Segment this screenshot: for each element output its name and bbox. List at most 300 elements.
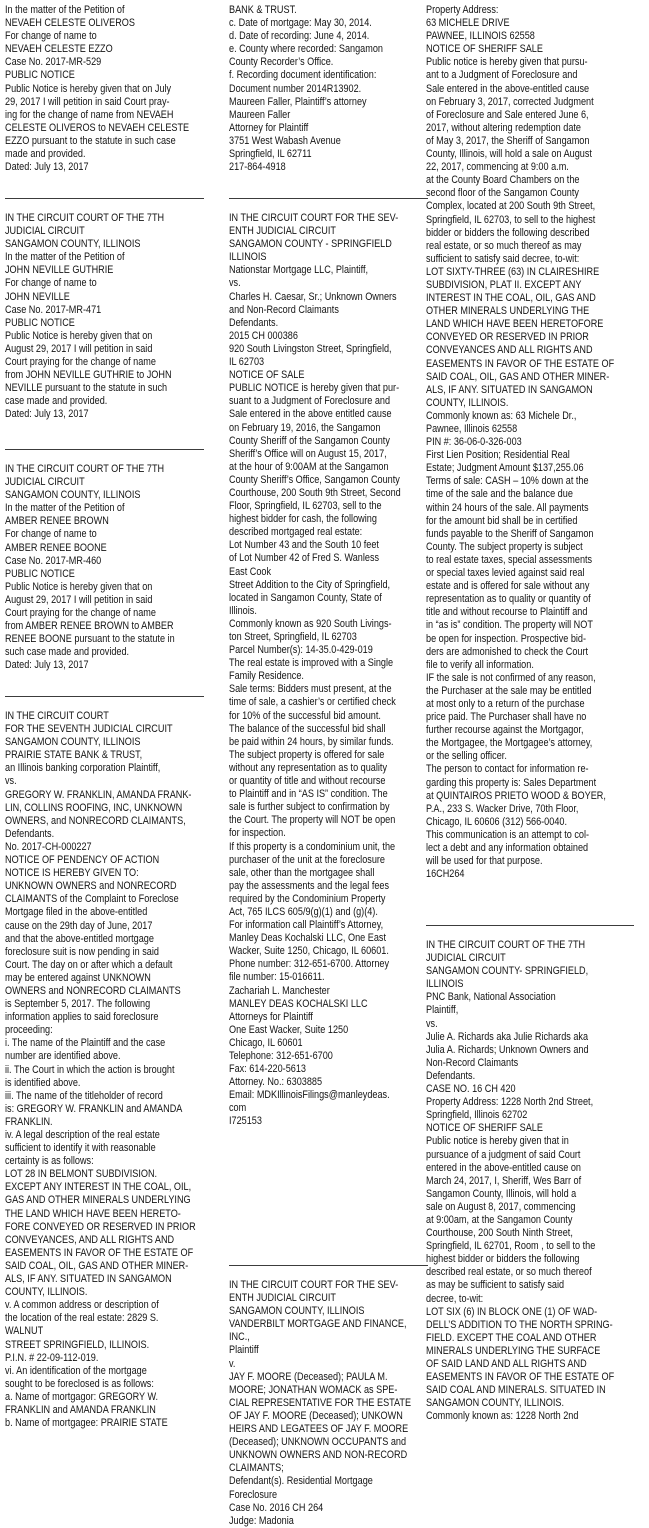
- notice-line: 22, 2017, commencing at 9:00 a.m.: [426, 161, 569, 174]
- notice-line: JAY F. MOORE (Deceased); PAULA M.: [229, 1370, 388, 1383]
- notice-line: CLAIMANTS of the Complaint to Foreclose: [5, 893, 179, 906]
- notice-line: Telephone: 312-651-6700: [229, 1050, 333, 1062]
- notice-name-change-boone: [5, 463, 202, 673]
- notice-line: Attorneys for Plaintiff: [229, 1010, 313, 1023]
- notice-line: The real estate is improved with a Single: [229, 657, 394, 670]
- notice-line: ing for the change of name from NEVAEH: [5, 108, 174, 121]
- notice-line: Property Address: 1228 North 2nd Street,: [426, 1096, 594, 1109]
- notice-line: 3751 West Wabash Avenue: [229, 134, 341, 147]
- notice-line: vs.: [229, 277, 241, 290]
- notice-line: pay the assessments and the legal fees: [229, 879, 390, 892]
- notice-line: at most only to a return of the purchase: [426, 697, 585, 710]
- notice-line: Charles H. Caesar, Sr.; Unknown Owners: [229, 290, 397, 303]
- notice-line: Springfield, Illinois 62702: [426, 1109, 528, 1122]
- notice-line: the Purchaser at the sale may be entitled: [426, 684, 592, 697]
- notice-line: of Lot Number 42 of Fred S. Wanless: [229, 552, 380, 565]
- notice-line: Manley Deas Kochalski LLC, One East: [229, 932, 386, 945]
- notice-line: file to verify all information.: [426, 658, 534, 671]
- notice-line: price paid. The Purchaser shall have no: [426, 711, 587, 724]
- notice-divider: [5, 449, 204, 450]
- notice-line: FRANKLIN.: [5, 1115, 53, 1128]
- notice-line: Mortgage filed in the above-entitled: [5, 906, 148, 919]
- notice-line: on February 3, 2017, corrected Judgment: [426, 95, 594, 108]
- notice-line: Defendants.: [229, 316, 279, 329]
- notice-divider: [229, 198, 428, 199]
- notice-line: NOTICE OF SALE: [229, 369, 305, 382]
- notice-line: be open for inspection. Prospective bid-: [426, 632, 587, 645]
- notice-line: the Mortgagee, the Mortgagee’s attorney,: [426, 737, 593, 750]
- notice-line: Case No. 2017-MR-471: [5, 303, 102, 316]
- notice-line: vs.: [5, 775, 17, 788]
- notice-line: IN THE CIRCUIT COURT OF THE 7TH: [5, 212, 165, 224]
- notice-line: Attorney. No.: 6303885: [229, 1076, 323, 1089]
- notice-line: IN THE CIRCUIT COURT FOR THE SEV-: [229, 1279, 399, 1291]
- notice-line: Sale terms: Bidders must present, at the: [229, 683, 392, 696]
- notice-line: Court. The day on or after which a default: [5, 958, 173, 971]
- notice-line: SANGAMON COUNTY, ILLINOIS: [229, 1305, 365, 1318]
- notice-line: Public Notice is hereby given that on: [5, 580, 153, 593]
- notice-divider: [229, 1265, 428, 1266]
- notice-line: FORE CONVEYED OR RESERVED IN PRIOR: [5, 1220, 196, 1233]
- notice-line: and Non-Record Claimants: [229, 303, 339, 316]
- notice-line: required by the Condominium Property: [229, 892, 386, 905]
- notice-line: In the matter of the Petition of: [5, 502, 125, 515]
- notice-line: pursuance of a judgment of said Court: [426, 1148, 581, 1161]
- notice-line: IN THE CIRCUIT COURT FOR THE SEV-: [229, 212, 399, 224]
- notice-line: highest bidder for cash, the following: [229, 513, 377, 526]
- notice-line: representation as to quality or quantity of: [426, 593, 591, 606]
- notice-line: P.A., 233 S. Wacker Drive, 70th Floor,: [426, 802, 579, 815]
- notice-line: located in Sangamon County, State of: [229, 591, 382, 604]
- notice-sale-caesar: [229, 212, 429, 1129]
- notice-line: ILLINOIS: [426, 978, 464, 991]
- notice-line: Street Addition to the City of Springfield,: [229, 578, 391, 591]
- notice-line: NOTICE OF PENDENCY OF ACTION: [5, 854, 160, 867]
- notice-line: LOT SIX (6) IN BLOCK ONE (1) OF WAD-: [426, 1305, 598, 1318]
- notice-line: SANGAMON COUNTY, ILLINOIS: [5, 736, 141, 749]
- notice-line: case made and provided.: [5, 395, 108, 408]
- notice-line: FOR THE SEVENTH JUDICIAL CIRCUIT: [5, 723, 173, 736]
- notice-line: Plaintiff,: [426, 1004, 459, 1017]
- notice-line: sought to be foreclosed is as follows:: [5, 1377, 154, 1390]
- notice-line: ALS, IF ANY. SITUATED IN SANGAMON: [5, 1273, 172, 1286]
- notice-line: LAND WHICH HAVE BEEN HERETOFORE: [426, 318, 604, 331]
- notice-line: title and without recourse to Plaintiff and: [426, 606, 588, 619]
- notice-line: ENTH JUDICIAL CIRCUIT: [229, 225, 336, 238]
- notice-line: such case made and provided.: [5, 646, 130, 659]
- notice-line: 920 South Livingston Street, Springfield,: [229, 342, 392, 355]
- notice-line: Pawnee, Illinois 62558: [426, 423, 518, 435]
- notice-line: Court praying for the change of name: [5, 356, 156, 369]
- notice-line: SANGAMON COUNTY, ILLINOIS.: [426, 1397, 565, 1410]
- notice-line: JUDICIAL CIRCUIT: [5, 225, 85, 238]
- notice-line: bidder or bidders the following described: [426, 226, 590, 239]
- notice-line: CIAL REPRESENTATIVE FOR THE ESTATE: [229, 1396, 412, 1409]
- notice-line: ant to a Judgment of Foreclosure and: [426, 69, 578, 82]
- notice-line: cause on the 29th day of June, 2017: [5, 919, 153, 932]
- notice-line: PUBLIC NOTICE: [5, 69, 75, 82]
- notice-line: STREET SPRINGFIELD, ILLINOIS.: [5, 1338, 150, 1351]
- notice-line: further recourse against the Mortgagor,: [426, 724, 584, 737]
- notice-line: decree, to-wit:: [426, 1292, 484, 1305]
- notice-line: SAID COAL AND MINERALS. SITUATED IN: [426, 1384, 606, 1397]
- notice-line: LIN, COLLINS ROOFING, INC, UNKNOWN: [5, 801, 183, 814]
- notice-line: NOTICE OF SHERIFF SALE: [426, 43, 543, 56]
- notice-foreclosure-moore: [229, 1279, 441, 1528]
- notice-line: CLAIMANTS;: [229, 1462, 284, 1475]
- notice-line: will be used for that purpose.: [426, 855, 543, 868]
- notice-line: One East Wacker, Suite 1250: [229, 1023, 349, 1036]
- notice-line: Case No. 2016 CH 264: [229, 1501, 324, 1514]
- notice-line: In the matter of the Petition of: [5, 251, 125, 264]
- notice-line: an Illinois banking corporation Plaintiff,: [5, 762, 161, 775]
- notice-line: In the matter of the Petition of: [5, 4, 125, 16]
- notice-line: For information call Plaintiff’s Attorney,: [229, 919, 384, 932]
- notice-line: BANK & TRUST.: [229, 4, 297, 16]
- notice-line: JUDICIAL CIRCUIT: [426, 952, 506, 965]
- notice-line: VANDERBILT MORTGAGE AND FINANCE,: [229, 1318, 407, 1331]
- notice-line: at QUINTAIROS PRIETO WOOD & BOYER,: [426, 789, 606, 802]
- notice-line: PRAIRIE STATE BANK & TRUST,: [5, 749, 143, 762]
- notice-line: for inspection.: [229, 827, 286, 840]
- notice-line: vi. An identification of the mortgage: [5, 1364, 147, 1377]
- notice-line: Sangamon County, Illinois, will hold a: [426, 1187, 577, 1200]
- notice-line: CELESTE OLIVEROS to NEVAEH CELESTE: [5, 121, 190, 134]
- notice-line: Dated: July 13, 2017: [5, 408, 89, 421]
- notice-line: Dated: July 13, 2017: [5, 161, 89, 174]
- notice-line: UNKNOWN OWNERS and NONRECORD: [5, 880, 177, 893]
- notice-line: First Lien Position; Residential Real: [426, 449, 570, 462]
- notice-line: garding this property is: Sales Department: [426, 776, 597, 789]
- notice-line: 63 MICHELE DRIVE: [426, 17, 510, 30]
- notice-line: FIELD. EXCEPT THE COAL AND OTHER: [426, 1331, 597, 1344]
- notice-line: COUNTY, ILLINOIS.: [426, 396, 509, 409]
- notice-sheriff-sale-richards: [426, 939, 645, 1423]
- notice-line: at the County Board Chambers on the: [426, 174, 580, 187]
- notice-foreclosure-franklin-cont: [229, 4, 408, 174]
- notice-line: Complex, located at 200 South 9th Street,: [426, 200, 596, 213]
- notice-line: on February 19, 2016, the Sangamon: [229, 421, 381, 434]
- notice-line: DELL’S ADDITION TO THE NORTH SPRING-: [426, 1318, 613, 1331]
- notice-line: as may be sufficient to satisfy said: [426, 1279, 565, 1292]
- notice-line: foreclosure suit is now pending in said: [5, 945, 159, 958]
- notice-line: JUDICIAL CIRCUIT: [5, 476, 85, 489]
- notice-line: CASE NO. 16 CH 420: [426, 1083, 516, 1096]
- notice-line: sufficient to identify it with reasonable: [5, 1142, 156, 1155]
- notice-line: vs.: [426, 1017, 438, 1030]
- notice-line: OTHER MINERALS UNDERLYING THE: [426, 305, 590, 318]
- notice-line: For change of name to: [5, 528, 97, 541]
- notice-line: LOT 28 IN BELMONT SUBDIVISION.: [5, 1168, 158, 1181]
- notice-line: Non-Record Claimants: [426, 1056, 519, 1069]
- notice-line: LOT SIXTY-THREE (63) IN CLAIRESHIRE: [426, 265, 600, 278]
- notice-line: Judge: Madonia: [229, 1514, 294, 1527]
- notice-line: Phone number: 312-651-6700. Attorney: [229, 958, 390, 971]
- notice-line: EZZO pursuant to the statute in such case: [5, 134, 176, 147]
- notice-line: Public notice is hereby given that pursu-: [426, 56, 588, 69]
- notice-line: OF SAID LAND AND ALL RIGHTS AND: [426, 1358, 587, 1370]
- notice-line: Defendants.: [5, 827, 55, 840]
- notice-line: Sale entered in the above-entitled cause: [426, 82, 590, 95]
- notice-line: from JOHN NEVILLE GUTHRIE to JOHN: [5, 369, 172, 382]
- notice-line: ALS, IF ANY. SITUATED IN SANGAMON: [426, 383, 593, 396]
- notice-line: THE LAND WHICH HAVE BEEN HERETO-: [5, 1207, 181, 1220]
- notice-line: at the hour of 9:00AM at the Sangamon: [229, 460, 389, 473]
- notice-line: Sale entered in the above entitled cause: [229, 408, 392, 421]
- notice-line: the Court. The property will NOT be open: [229, 814, 396, 827]
- notice-line: NOTICE OF SHERIFF SALE: [426, 1122, 543, 1135]
- notice-line: or special taxes levied against said real: [426, 567, 585, 580]
- notice-line: Defendant(s). Residential Mortgage: [229, 1475, 373, 1488]
- notice-line: March 24, 2017, I, Sheriff, Wes Barr of: [426, 1174, 582, 1187]
- notice-line: Case No. 2017-MR-529: [5, 56, 102, 69]
- notice-line: County Sheriff’s Office, Sangamon County: [229, 473, 400, 486]
- notice-line: time of sale, a cashier’s or certified check: [229, 696, 396, 709]
- notice-line: Public notice is hereby given that in: [426, 1135, 569, 1148]
- notice-line: estate and is offered for sale without any: [426, 580, 590, 593]
- notice-line: Julia A. Richards; Unknown Owners and: [426, 1043, 589, 1056]
- notice-line: 217-864-4918: [229, 161, 286, 174]
- notice-line: Springfield, IL 62711: [229, 148, 312, 161]
- notice-line: Courthouse, 200 South 9th Street, Second: [229, 486, 401, 499]
- notice-line: highest bidder or bidders the following: [426, 1253, 580, 1266]
- notice-line: Maureen Faller: [229, 108, 291, 121]
- notice-line: within 24 hours of the sale. All payments: [426, 501, 589, 514]
- notice-divider: [5, 198, 204, 199]
- notice-line: FRANKLIN and AMANDA FRANKLIN: [5, 1403, 156, 1416]
- notice-line: in “as is” condition. The property will NOT: [426, 619, 593, 632]
- notice-line: iii. The name of the titleholder of record: [5, 1089, 163, 1102]
- notice-line: This communication is an attempt to col-: [426, 828, 590, 841]
- notice-line: without any representation as to quality: [229, 761, 388, 774]
- notice-divider: [426, 925, 634, 926]
- notice-line: IN THE CIRCUIT COURT: [5, 710, 109, 722]
- notice-line: Illinois.: [229, 604, 257, 617]
- notice-line: Wacker, Suite 1250, Chicago, IL 60601.: [229, 945, 389, 958]
- notice-line: Nationstar Mortgage LLC, Plaintiff,: [229, 264, 369, 277]
- notice-line: at 9:00am, at the Sangamon County: [426, 1213, 573, 1226]
- notice-line: HEIRS AND LEGATEES OF JAY F. MOORE: [229, 1423, 409, 1436]
- notice-line: com: [229, 1102, 247, 1115]
- notice-line: is September 5, 2017. The following: [5, 998, 151, 1011]
- notice-line: certainty is as follows:: [5, 1155, 94, 1168]
- notice-line: may be entered against UNKNOWN: [5, 971, 151, 984]
- notice-line: JOHN NEVILLE: [5, 290, 70, 303]
- notice-line: MOORE; JONATHAN WOMACK as SPE-: [229, 1383, 398, 1396]
- notice-line: Public Notice is hereby given that on: [5, 329, 153, 342]
- notice-line: Property Address:: [426, 4, 499, 16]
- notice-line: time of the sale and the balance due: [426, 488, 573, 501]
- notice-line: SANGAMON COUNTY, ILLINOIS: [5, 238, 141, 251]
- notice-line: sale, other than the mortgagee shall: [229, 866, 375, 879]
- notice-line: for the amount bid shall be in certified: [426, 514, 578, 527]
- notice-line: JOHN NEVILLE GUTHRIE: [5, 264, 114, 277]
- notice-line: v.: [229, 1357, 236, 1370]
- notice-line: ILLINOIS: [229, 251, 267, 264]
- notice-line: SANGAMON COUNTY, ILLINOIS: [5, 489, 141, 502]
- notice-line: entered in the above-entitled cause on: [426, 1161, 582, 1174]
- notice-line: Floor, Springfield, IL 62703, sell to the: [229, 500, 382, 513]
- notice-line: EASEMENTS IN FAVOR OF THE ESTATE OF: [426, 1371, 615, 1384]
- notice-line: funds payable to the Sheriff of Sangamon: [426, 527, 594, 540]
- notice-line: of Foreclosure and Sale entered June 6,: [426, 108, 589, 121]
- notice-line: PUBLIC NOTICE is hereby given that pur-: [229, 382, 400, 395]
- notice-line: WALNUT: [5, 1325, 44, 1338]
- notice-line: SAID COAL, OIL, GAS AND OTHER MINER-: [5, 1259, 189, 1272]
- notice-line: i. The name of the Plaintiff and the case: [5, 1037, 166, 1050]
- notice-line: Defendants.: [426, 1069, 476, 1082]
- notice-line: Sheriff’s Office will on August 15, 2017,: [229, 447, 387, 460]
- notice-line: c. Date of mortgage: May 30, 2014.: [229, 17, 372, 30]
- notice-line: Commonly known as 920 South Livings-: [229, 617, 392, 630]
- notice-line: SAID COAL, OIL, GAS AND OTHER MINER-: [426, 370, 610, 383]
- notice-line: The person to contact for information re-: [426, 763, 589, 776]
- notice-line: information applies to said foreclosure: [5, 1011, 159, 1024]
- notice-line: AMBER RENEE BOONE: [5, 541, 107, 554]
- notice-foreclosure-franklin: [5, 710, 227, 1430]
- notice-line: IN THE CIRCUIT COURT OF THE 7TH: [5, 463, 165, 475]
- notice-line: Fax: 614-220-5613: [229, 1063, 306, 1076]
- notice-name-change-ezzo: [5, 4, 219, 174]
- notice-line: No. 2017-CH-000227: [5, 840, 92, 853]
- notice-line: Julie A. Richards aka Julie Richards aka: [426, 1030, 589, 1043]
- notice-line: d. Date of recording: June 4, 2014.: [229, 30, 370, 43]
- notice-line: ENTH JUDICIAL CIRCUIT: [229, 1292, 336, 1305]
- notice-line: the location of the real estate: 2829 S.: [5, 1312, 159, 1325]
- notice-line: County Recorder’s Office.: [229, 56, 334, 69]
- notice-line: or the selling officer.: [426, 750, 507, 763]
- notice-line: NOTICE IS HEREBY GIVEN TO:: [5, 867, 139, 880]
- notice-line: Court praying for the change of name: [5, 607, 156, 620]
- notice-line: COUNTY, ILLINOIS.: [5, 1286, 88, 1299]
- notice-line: Foreclosure: [229, 1488, 278, 1501]
- notice-line: The subject property is offered for sale: [229, 748, 385, 761]
- notice-line: OWNERS, and NONRECORD CLAIMANTS,: [5, 814, 186, 827]
- notice-line: 2017, without altering redemption date: [426, 121, 581, 134]
- notice-line: and that the above-entitled mortgage: [5, 932, 154, 945]
- notice-line: for 10% of the successful bid amount.: [229, 709, 381, 722]
- notice-line: real estate, or so much thereof as may: [426, 239, 582, 252]
- notice-line: For change of name to: [5, 30, 97, 43]
- notice-line: e. County where recorded: Sangamon: [229, 43, 383, 56]
- notice-line: Courthouse, 200 South Ninth Street,: [426, 1227, 573, 1240]
- notice-line: Parcel Number(s): 14-35.0-429-019: [229, 644, 373, 657]
- notice-line: East Cook: [229, 565, 272, 578]
- notice-line: Dated: July 13, 2017: [5, 659, 89, 672]
- notice-line: described mortgaged real estate:: [229, 526, 363, 539]
- notice-line: f. Recording document identification:: [229, 69, 377, 82]
- notice-line: second floor of the Sangamon County: [426, 187, 579, 200]
- notice-line: v. A common address or description of: [5, 1299, 159, 1312]
- notice-line: County. The subject property is subject: [426, 540, 583, 553]
- notice-line: described real estate, or so much thereof: [426, 1266, 592, 1279]
- notice-line: INTEREST IN THE COAL, OIL, GAS AND: [426, 292, 596, 305]
- notice-line: Lot Number 43 and the South 10 feet: [229, 539, 379, 552]
- notice-line: Email: MDKIllinoisFilings@manleydeas.: [229, 1089, 390, 1102]
- notice-line: SANGAMON COUNTY - SPRINGFIELD: [229, 238, 392, 251]
- notice-line: ders are admonished to check the Court: [426, 645, 589, 658]
- notice-line: sale on August 8, 2017, commencing: [426, 1200, 576, 1213]
- notice-line: EXCEPT ANY INTEREST IN THE COAL, OIL,: [5, 1181, 192, 1194]
- notice-line: 29, 2017 I will petition in said Court pray-: [5, 95, 170, 108]
- notice-line: 2015 CH 000386: [229, 329, 298, 342]
- notice-line: RENEE BOONE pursuant to the statute in: [5, 633, 175, 646]
- notice-line: Public Notice is hereby given that on July: [5, 82, 172, 95]
- notice-line: Attorney for Plaintiff: [229, 121, 309, 134]
- notice-line: INC.,: [229, 1331, 250, 1344]
- notice-line: number are identified above.: [5, 1050, 121, 1063]
- notice-name-change-neville: [5, 212, 199, 422]
- notice-line: (Deceased); UNKNOWN OCCUPANTS and: [229, 1436, 407, 1449]
- notice-line: a. Name of mortgagor: GREGORY W.: [5, 1390, 159, 1403]
- notice-line: NEVAEH CELESTE OLIVEROS: [5, 17, 135, 30]
- notice-line: IN THE CIRCUIT COURT OF THE 7TH: [426, 939, 586, 951]
- notice-line: I725153: [229, 1115, 262, 1128]
- notice-line: OWNERS and NONRECORD CLAIMANTS: [5, 984, 181, 997]
- notice-line: County Sheriff of the Sangamon County: [229, 434, 390, 447]
- notice-line: OF JAY F. MOORE (Deceased); UNKOWN: [229, 1409, 403, 1422]
- notice-line: SANGAMON COUNTY- SPRINGFIELD,: [426, 965, 589, 978]
- notice-line: NEVILLE pursuant to the statute in such: [5, 382, 168, 395]
- notice-line: PUBLIC NOTICE: [5, 567, 75, 580]
- notice-line: Commonly known as: 63 Michele Dr.,: [426, 409, 577, 422]
- notice-line: P.I.N. # 22-09-112-019.: [5, 1351, 99, 1364]
- notice-line: sufficient to satisfy said decree, to-wit:: [426, 252, 580, 265]
- notice-line: ii. The Court in which the action is brought: [5, 1063, 175, 1076]
- notice-line: CONVEYED OR RESERVED IN PRIOR: [426, 331, 589, 344]
- notice-line: SUBDIVISION, PLAT II. EXCEPT ANY: [426, 278, 582, 291]
- notice-line: AMBER RENEE BROWN: [5, 515, 109, 528]
- notice-line: Document number 2014R13902.: [229, 82, 362, 95]
- notice-line: The balance of the successful bid shall: [229, 722, 386, 735]
- notice-line: MANLEY DEAS KOCHALSKI LLC: [229, 997, 368, 1010]
- notice-line: CONVEYANCES, AND ALL RIGHTS AND: [5, 1233, 175, 1246]
- notice-line: proceeding:: [5, 1024, 53, 1037]
- notice-line: to real estate taxes, special assessments: [426, 553, 593, 566]
- notice-line: UNKNOWN OWNERS AND NON-RECORD: [229, 1449, 408, 1462]
- notice-line: b. Name of mortgagee: PRAIRIE STATE: [5, 1417, 168, 1430]
- notice-line: IF the sale is not confirmed of any reason,: [426, 671, 596, 684]
- notice-line: suant to a Judgment of Foreclosure and: [229, 395, 391, 408]
- notice-divider: [5, 696, 204, 697]
- notice-line: If this property is a condominium unit, the: [229, 840, 396, 853]
- notice-line: Plaintiff: [229, 1344, 259, 1357]
- notice-line: iv. A legal description of the real estate: [5, 1129, 160, 1141]
- notice-line: Chicago, IL 60601: [229, 1036, 303, 1049]
- notice-line: MINERALS UNDERLYING THE SURFACE: [426, 1344, 601, 1357]
- notice-line: Springfield, IL 62703, to sell to the highest: [426, 213, 596, 226]
- notice-line: made and provided.: [5, 148, 86, 161]
- notice-line: Commonly known as: 1228 North 2nd: [426, 1410, 579, 1423]
- notice-line: be paid within 24 hours, by similar funds.: [229, 735, 394, 748]
- notice-line: Terms of sale: CASH – 10% down at the: [426, 475, 589, 488]
- notice-line: or quantity of title and without recourse: [229, 775, 386, 788]
- notice-line: IL 62703: [229, 356, 265, 369]
- notice-sheriff-sale-michele: [426, 4, 645, 881]
- notice-line: lect a debt and any information obtained: [426, 842, 589, 854]
- notice-line: 16CH264: [426, 868, 465, 881]
- notice-line: Maureen Faller, Plaintiff’s attorney: [229, 95, 367, 108]
- notice-line: Zachariah L. Manchester: [229, 984, 330, 997]
- notice-line: Act, 765 ILCS 605/9(g)(1) and (g)(4).: [229, 905, 378, 918]
- notice-line: to Plaintiff and in “AS IS” condition. The: [229, 788, 388, 801]
- notice-line: August 29, 2017 I will petition in said: [5, 342, 153, 355]
- notice-line: is: GREGORY W. FRANKLIN and AMANDA: [5, 1102, 183, 1115]
- notice-line: Estate; Judgment Amount $137,255.06: [426, 462, 584, 475]
- notice-line: PIN #: 36-06-0-326-003: [426, 436, 522, 449]
- notice-line: August 29, 2017 I will petition in said: [5, 593, 153, 606]
- notice-line: of May 3, 2017, the Sheriff of Sangamon: [426, 134, 590, 147]
